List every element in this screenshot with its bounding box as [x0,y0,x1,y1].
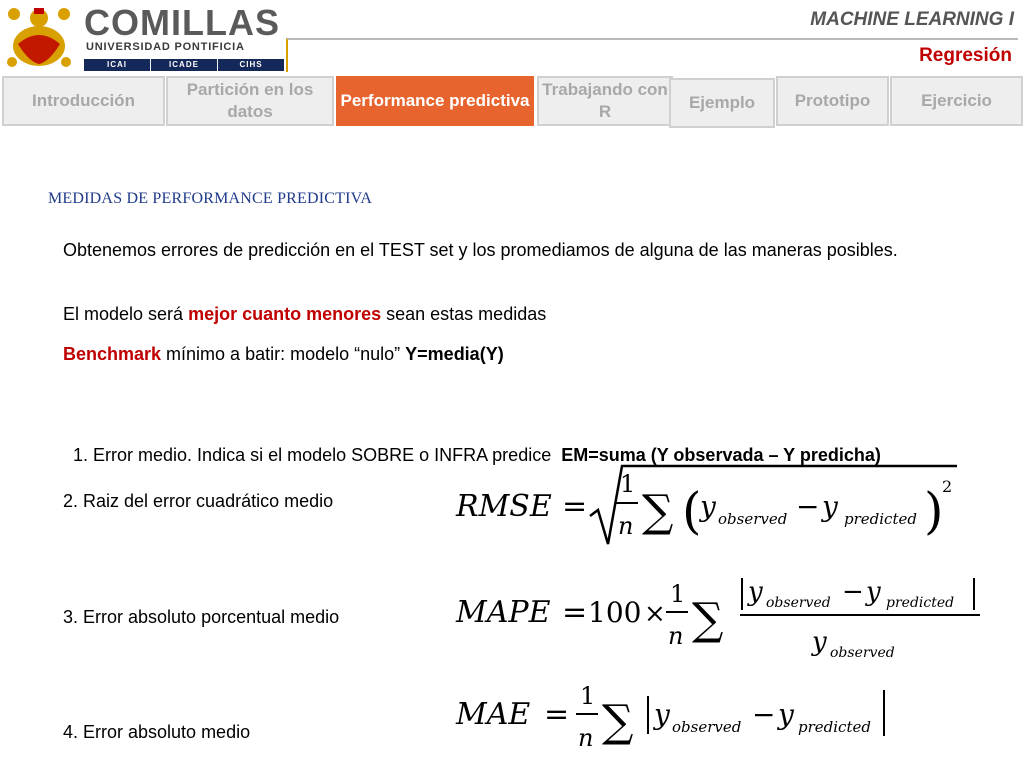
better-highlight: mejor cuanto menores [188,304,382,324]
mae-minus: − [752,698,776,731]
tab-ejercicio[interactable]: Ejercicio [890,76,1023,126]
slide-heading: MEDIDAS DE PERFORMANCE PREDICTIVA [48,190,373,207]
schools-bar [84,59,284,71]
benchmark-line [63,342,504,367]
benchmark-label: Benchmark [63,344,162,364]
rmse-n: n [618,512,634,540]
rmse-sum: ∑ [642,486,674,537]
mape-sum: ∑ [692,594,724,645]
university-subtitle: UNIVERSIDAD PONTIFICIA [86,41,245,53]
university-name: COMILLAS [84,2,280,43]
better-suffix: sean estas medidas [381,304,547,324]
benchmark-formula: Y=media(Y) [405,344,504,364]
svg-text:): ) [924,482,944,540]
school-cihs: CIHS [217,59,284,71]
better-prefix: El modelo será [63,304,189,324]
mape-y-denominator: y [812,627,827,657]
mape-minus: − [842,577,864,607]
better-model-line [63,302,546,327]
tab-introduccion[interactable]: Introducción [2,76,165,126]
mape-n: n [668,622,684,650]
item1-formula: EM=suma (Y observada – Y predicha) [561,445,881,465]
rmse-name: RMSE [456,489,552,524]
mae-y-observed: y [654,698,670,731]
mape-one: 1 [670,580,686,608]
mae-equals: = [544,697,570,732]
rmse-minus: − [796,490,820,523]
tab-performance[interactable]: Performance predictiva [336,76,534,126]
rmse-equals: = [562,489,588,524]
school-icai: ICAI [107,60,127,69]
mape-times: × [644,599,666,629]
mae-sum: ∑ [602,696,634,747]
rmse-formula [452,458,972,553]
benchmark-text: mínimo a batir: modelo “nulo” [161,344,406,364]
rmse-one: 1 [620,470,636,498]
intro-paragraph: Obtenemos errores de predicción en el TEST set y los promediamos de alguna de las maneras posibles. [63,240,898,260]
tab-ejemplo[interactable]: Ejemplo [669,78,775,128]
rmse-predicted-sub: predicted [844,510,917,528]
university-logo [0,0,290,75]
mae-observed-sub: observed [672,718,742,736]
mae-one: 1 [580,682,596,710]
rmse-square: 2 [942,477,953,496]
mae-name: MAE [456,697,531,732]
mape-hundred: 100 [588,596,642,629]
section-title: Regresión [919,45,1012,66]
item1-text: 1. Error medio. Indica si el modelo SOBRE o INFRA predice [73,445,562,465]
navigation-tabs [0,76,1024,128]
mape-y-observed: y [748,577,763,607]
mae-n: n [578,724,594,752]
rmse-observed-sub: observed [718,510,788,528]
mae-y-predicted: y [778,698,794,731]
item-mape: 3. Error absoluto porcentual medio [63,607,340,627]
rmse-y-predicted: y [822,490,838,523]
mae-formula [452,676,902,761]
mape-equals: = [562,595,588,630]
crest-icon [4,4,74,72]
school-icade: ICADE [150,59,217,71]
tab-trabajando[interactable]: Trabajando con R [537,76,673,126]
mape-observed-sub: observed [766,595,831,611]
svg-text:(: ( [682,482,702,540]
mape-predicted-sub: predicted [886,595,955,611]
tab-prototipo[interactable]: Prototipo [776,76,889,126]
mape-y-predicted: y [866,577,881,607]
course-title: MACHINE LEARNING I [810,9,1014,30]
mape-denominator-sub: observed [830,645,895,661]
mae-predicted-sub: predicted [798,718,871,736]
header-divider [286,38,1018,72]
mape-name: MAPE [456,595,551,630]
mape-formula [452,570,992,670]
rmse-y-observed: y [700,490,716,523]
item-mae: 4. Error absoluto medio [63,722,251,742]
item-rmse: 2. Raiz del error cuadrático medio [63,491,334,511]
tab-particion[interactable]: Partición en los datos [166,76,334,126]
